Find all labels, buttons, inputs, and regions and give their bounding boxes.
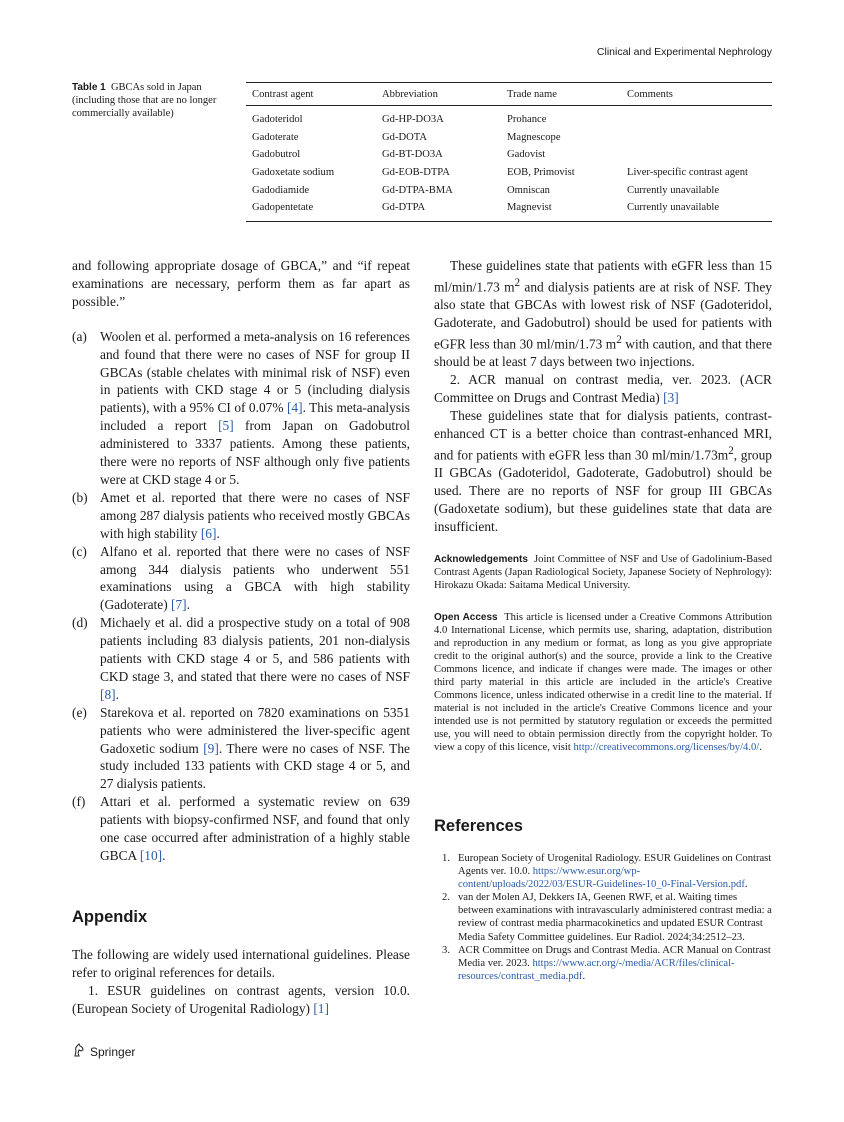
list-item (72, 704, 410, 794)
cell: Gadoteridol (252, 114, 303, 126)
ref-text: ACR Committee on Drugs and Contrast Media. ACR Manual on Contrast Media ver. 2023. (458, 944, 771, 969)
text: and dialysis patients are at risk of NSF. They also state that GBCAs with lowest risk of NSF (Gadoteridol, Gadoterate, and Gadobutrol) should be used for patients with eGFR less than 30 ml/min/1.73 m (434, 279, 772, 352)
item-label: (f) (72, 794, 86, 810)
item-text: Attari et al. performed a systematic review on 639 patients with biopsy-confirmed NSF, and found that only one case occurred after administration of a highly stable GBCA (100, 794, 410, 863)
oa-label: Open Access (434, 612, 498, 623)
col-header: Trade name (507, 88, 557, 100)
item-label: (d) (72, 615, 88, 631)
left-column (72, 257, 410, 865)
citation-link[interactable]: [7] (171, 597, 187, 613)
appendix-paragraph (72, 982, 410, 1018)
table-row (246, 146, 772, 164)
table-caption-text: GBCAs sold in Japan (including those that are no longer commercially available) (72, 82, 217, 119)
appendix-body (72, 946, 410, 1018)
citation-link[interactable]: [8] (100, 686, 116, 702)
table-label: Table 1 (72, 82, 106, 93)
table-row (246, 129, 772, 147)
cell: Gd-DTPA (382, 202, 426, 214)
appendix-text: 1. ESUR guidelines on contrast agents, version 10.0. (European Society of Urogenital Radiology) (72, 982, 410, 1016)
ref-number: 3. (442, 944, 450, 956)
cell: Currently unavailable (627, 202, 720, 214)
list-item (72, 543, 410, 615)
col-header: Contrast agent (252, 88, 314, 100)
cell: EOB, Primovist (507, 167, 575, 179)
journal-title: Clinical and Experimental Nephrology (596, 46, 772, 58)
col-header: Comments (627, 88, 673, 100)
ref-text: European Society of Urogenital Radiology. ESUR Guidelines on Contrast Agents ver. 10.0. (458, 853, 772, 878)
item-text: from Japan on Gadobutrol administered to 3337 patients. Among these patients, there were no reports of NSF although only five patients were at CKD stage 4 or 5. (100, 418, 410, 487)
table-row (246, 181, 772, 199)
cell: Gadoterate (252, 131, 299, 143)
cell: Prohance (507, 114, 547, 126)
citation-link[interactable]: [1] (313, 1000, 329, 1016)
cell: Gadobutrol (252, 149, 301, 161)
item-text: . There were no cases of NSF. The study included 133 patients with CKD stage 4 or 5, and 27 dialysis patients. (100, 740, 411, 792)
ref-number: 2. (442, 892, 450, 904)
item-text: . (216, 525, 220, 541)
table-row (246, 164, 772, 182)
ref-text: van der Molen AJ, Dekkers IA, Geenen RWF, et al. Waiting times between examinations with intravascularly administered contrast media: a review of contrast media pharmacokinetics and updated ESUR Contrast Media Safety Committee guidelines. Eur Radiol. 2024;34:2512–23. (458, 892, 772, 943)
item-text: . This meta-analysis included a report (100, 400, 410, 434)
acknowledgements (434, 553, 772, 592)
list-item (72, 793, 410, 865)
ref-link[interactable]: https://www.acr.org/-/media/ACR/files/clinical-resources/contrast_media.pdf (458, 957, 735, 982)
ack-text: Joint Committee of NSF and Use of Gadolinium-Based Contrast Agents (Japan Radiological Society, Japanese Society of Nephrology): Hirokazu Okada: Saitama Medical University. (434, 554, 773, 591)
col-header: Abbreviation (382, 88, 438, 100)
item-text: Starekova et al. reported on 7820 examinations on 5351 patients who were administered the liver-specific agent Gadoxetic sodium (100, 704, 410, 756)
citation-link[interactable]: [9] (203, 740, 219, 756)
text: These guidelines state that patients with eGFR less than 15 ml/min/1.73 m (434, 258, 772, 295)
cell: Omniscan (507, 184, 550, 196)
gbca-table (246, 82, 772, 222)
springer-horse-icon (72, 1043, 86, 1060)
citation-link[interactable]: [3] (663, 390, 679, 406)
item-text: . (186, 597, 190, 613)
item-text: Woolen et al. performed a meta-analysis on 16 references and found that there were no cases of NSF for group II GBCAs (stable chelates with minimal risk of NSF) even in patients with CKD stage 4 or 5 (including dialysis patients), with a 95% CI of 0.07% (100, 328, 410, 416)
guideline-paragraph (434, 407, 772, 536)
open-access (434, 611, 772, 754)
list-item (72, 328, 410, 489)
text: with caution, and that there should be at least 7 days between two injections. (434, 336, 772, 370)
appendix-heading: Appendix (72, 908, 148, 926)
text: , group II GBCAs (Gadoteridol, Gadoterate, Gadobutrol) should be used. There are no reports of NSF for group III GBCAs (Gadoxetate sodium), but these guidelines state that data are insufficient. (434, 447, 772, 535)
ack-label: Acknowledgements (434, 554, 528, 565)
oa-text: This article is licensed under a Creative Commons Attribution 4.0 International License, which permits use, sharing, adaptation, distribution and reproduction in any medium or format, as long as you give appropriate credit to the original author(s) and the source, provide a link to the Creative Commons licence, and indicate if changes were made. The images or other third party material in this article are included in the article's Creative Commons licence, unless indicated otherwise in a credit line to the material. If material is not included in the article's Creative Commons licence and your intended use is not permitted by statutory regulation or exceeds the permitted use, you will need to obtain permission directly from the copyright holder. To view a copy of this licence, visit (434, 612, 772, 753)
publisher-footer (72, 1043, 135, 1060)
ref-end: . (582, 970, 586, 982)
reference-list (434, 852, 772, 983)
citation-link[interactable]: [6] (200, 525, 217, 541)
list-item (72, 489, 410, 543)
citation-link[interactable]: [5] (218, 418, 234, 434)
cell: Gadodiamide (252, 184, 310, 196)
cell: Liver-specific contrast agent (627, 167, 748, 179)
ref-end: . (744, 879, 748, 891)
publisher-name: Springer (90, 1044, 136, 1059)
appendix-paragraph: The following are widely used international guidelines. Please refer to original references for details. (72, 947, 410, 980)
text: 2. ACR manual on contrast media, ver. 2023. (ACR Committee on Drugs and Contrast Media) (434, 372, 772, 406)
intro-paragraph: and following appropriate dosage of GBCA,” and “if repeat examinations are necessary, perform them as far apart as possible.” (72, 258, 410, 309)
reference-item (434, 852, 772, 891)
table-caption (72, 81, 240, 120)
ref-number: 1. (442, 853, 450, 864)
text: These guidelines state that for dialysis patients, contrast-enhanced CT is a better choice than contrast-enhanced MRI, and for patients with eGFR less than 30 ml/min/1.73m (434, 408, 772, 463)
cell: Gadoxetate sodium (252, 167, 335, 179)
guideline-paragraph (434, 257, 772, 371)
guideline-paragraph (434, 371, 772, 407)
superscript: 2 (514, 276, 521, 289)
table-header (246, 83, 772, 105)
item-label: (c) (72, 543, 87, 559)
cell: Gd-EOB-DTPA (382, 167, 450, 179)
ref-link[interactable]: https://www.esur.org/wp-content/uploads/2022/03/ESUR-Guidelines-10_0-Final-Version.pdf (458, 866, 745, 891)
item-text: . (162, 848, 166, 863)
table-row (246, 111, 772, 129)
table-row (246, 199, 772, 217)
cell: Gadovist (507, 149, 546, 161)
citation-link[interactable]: [10] (139, 848, 163, 863)
cell: Gd-BT-DO3A (382, 149, 443, 161)
citation-link[interactable]: [4] (286, 400, 303, 416)
cell: Magnevist (507, 202, 552, 214)
list-item (72, 614, 410, 704)
license-link[interactable]: http://creativecommons.org/licenses/by/4.0/ (573, 742, 760, 753)
reference-item (434, 891, 772, 943)
references-heading: References (434, 817, 523, 835)
superscript: 2 (616, 334, 622, 347)
item-text: . (115, 686, 119, 702)
cell: Currently unavailable (627, 184, 720, 196)
item-text: Amet et al. reported that there were no cases of NSF among 287 dialysis patients who received mostly GBCAs with high stability (100, 489, 410, 541)
item-text: Michaely et al. did a prospective study on a total of 908 patients including 83 dialysis patients, 201 non-dialysis patients with CKD stage 4 or 5, and 586 patients with CKD stage 3, and stated that there were no cases of NSF (100, 615, 410, 684)
item-text: Alfano et al. reported that there were no cases of NSF among 344 dialysis patients who underwent 551 examinations using a GBCA with high stability (Gadoterate) (100, 543, 410, 613)
item-label: (a) (72, 328, 87, 344)
superscript: 2 (728, 445, 734, 457)
reference-item (434, 944, 772, 983)
item-label: (e) (72, 704, 87, 720)
cell: Gadopentetate (252, 202, 314, 214)
cell: Gd-DOTA (382, 131, 428, 143)
item-label: (b) (72, 489, 88, 505)
oa-end: . (759, 742, 762, 753)
cell: Gd-DTPA-BMA (382, 184, 453, 196)
right-column (434, 257, 772, 536)
cell: Magnescope (507, 131, 561, 143)
cell: Gd-HP-DO3A (382, 114, 444, 126)
